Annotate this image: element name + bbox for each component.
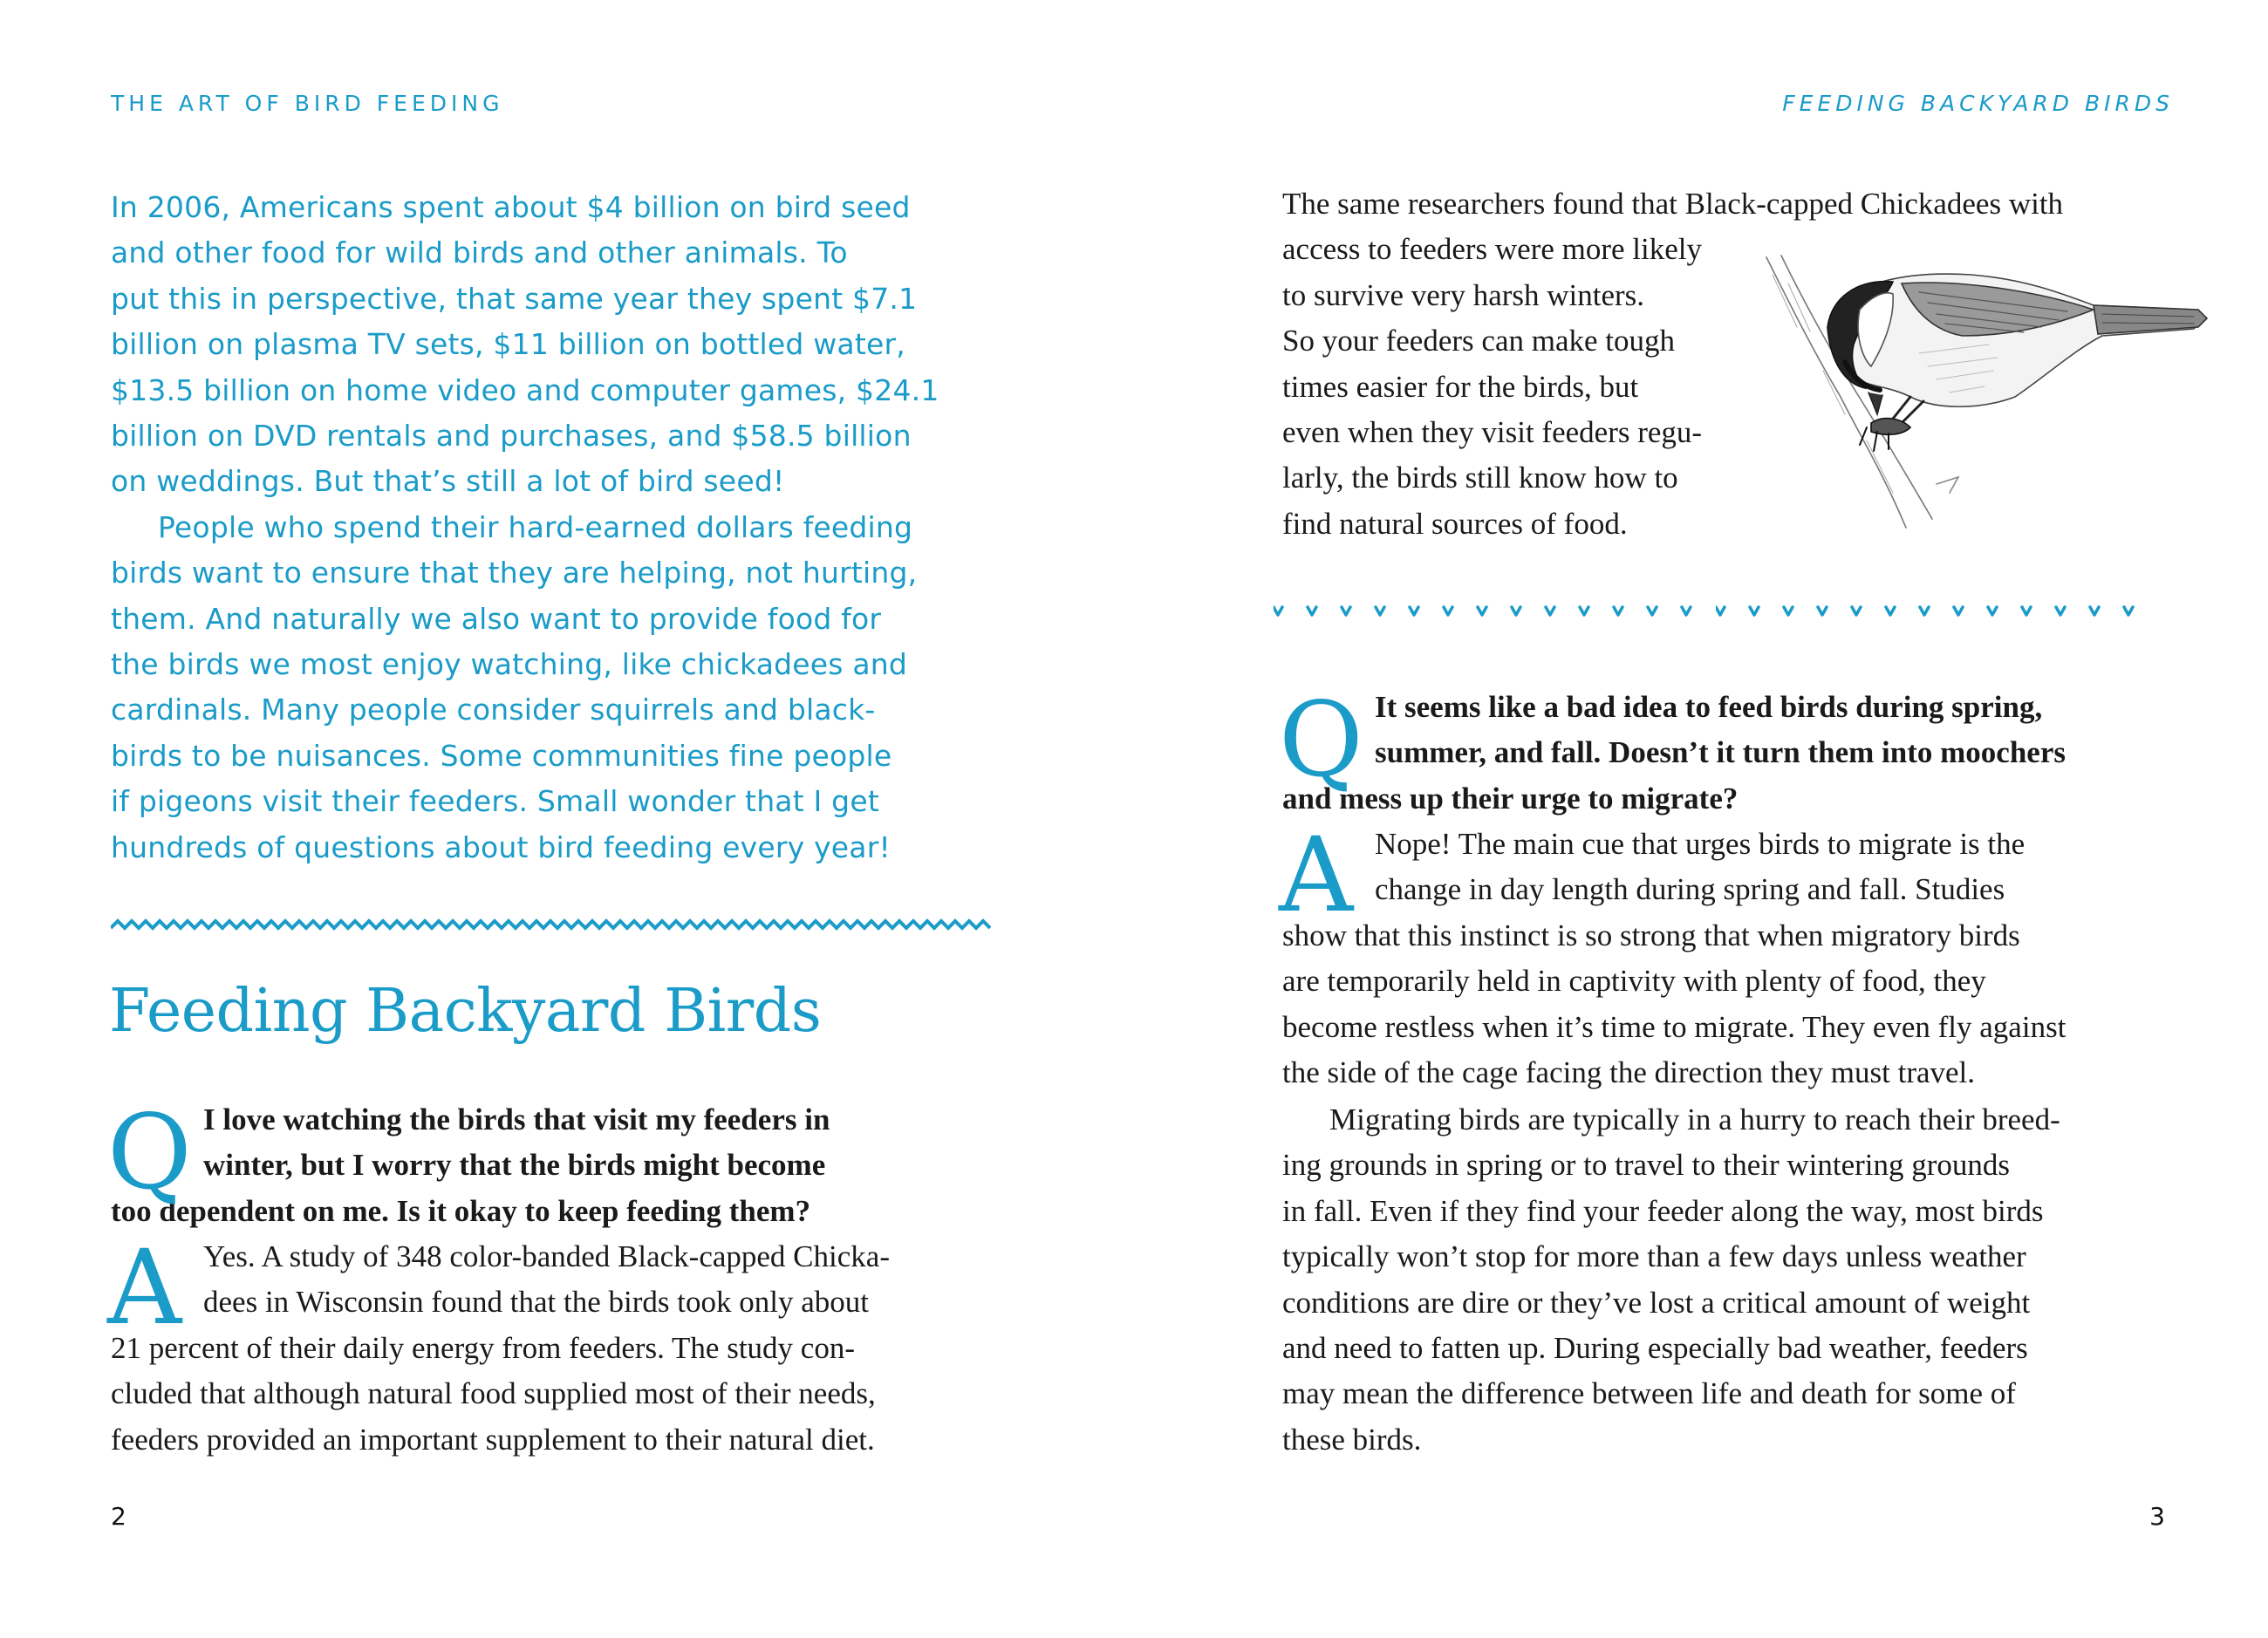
- body-line: typically won’t stop for more than a few days unless weather: [1282, 1239, 2026, 1274]
- intro-line: $13.5 billion on home video and computer games, $24.1: [111, 372, 939, 407]
- answer-line: the side of the cage facing the direction they must travel.: [1282, 1055, 1976, 1090]
- intro-line: birds want to ensure that they are helping, not hurting,: [111, 556, 918, 590]
- intro-line: if pigeons visit their feeders. Small wonder that I get: [111, 784, 879, 819]
- question-line: winter, but I worry that the birds might become: [203, 1148, 826, 1183]
- dropcap-a: A: [107, 1227, 182, 1348]
- body-line: may mean the difference between life and death for some of: [1282, 1376, 2016, 1411]
- intro-line: find natural sources of food.: [1282, 506, 1628, 541]
- intro-line: to survive very harsh winters.: [1282, 277, 1645, 312]
- intro-line: The same researchers found that Black-capped Chickadees with: [1282, 187, 2064, 221]
- intro-line: larly, the birds still know how to: [1282, 461, 1678, 495]
- answer-line: 21 percent of their daily energy from feeders. The study con-: [111, 1330, 855, 1365]
- body-line: these birds.: [1282, 1422, 1422, 1457]
- intro-line: them. And naturally we also want to provide food for: [111, 601, 882, 636]
- intro-line: cardinals. Many people consider squirrels and black-: [111, 693, 876, 727]
- body-line: conditions are dire or they’ve lost a critical amount of weight: [1282, 1285, 2031, 1320]
- intro-line: even when they visit feeders regu-: [1282, 415, 1703, 450]
- intro-line: put this in perspective, that same year they spent $7.1: [111, 281, 918, 316]
- right-page: [1134, 0, 2268, 1638]
- question-line: and mess up their urge to migrate?: [1282, 781, 1739, 816]
- answer-line: dees in Wisconsin found that the birds took only about: [203, 1285, 869, 1320]
- intro-line: times easier for the birds, but: [1282, 369, 1639, 404]
- intro-text: [111, 185, 1001, 870]
- section-heading: Feeding Backyard Birds: [109, 977, 822, 1046]
- chickadee-illustration: [1762, 249, 2233, 545]
- body-line: Migrating birds are typically in a hurry to reach their breed-: [1329, 1102, 2060, 1136]
- dropcap-a: A: [1279, 815, 1354, 935]
- intro-line: hundreds of questions about bird feeding every year!: [111, 829, 891, 864]
- answer-line: show that this instinct is so strong that when migratory birds: [1282, 918, 2020, 952]
- answer-line: change in day length during spring and fall. Studies: [1375, 872, 2005, 907]
- page-number: 2: [111, 1502, 126, 1531]
- body-line: ing grounds in spring or to travel to their wintering grounds: [1282, 1148, 2011, 1183]
- answer-block: [1279, 815, 2207, 1095]
- question-line: summer, and fall. Doesn’t it turn them into moochers: [1375, 735, 2066, 770]
- question-line: too dependent on me. Is it okay to keep feeding them?: [111, 1193, 811, 1228]
- intro-line: People who spend their hard-earned dollars feeding: [158, 509, 913, 544]
- intro-line: So your feeders can make tough: [1282, 324, 1675, 358]
- question-line: It seems like a bad idea to feed birds during spring,: [1375, 690, 2043, 724]
- answer-line: Yes. A study of 348 color-banded Black-capped Chicka-: [203, 1239, 890, 1273]
- intro-line: the birds we most enjoy watching, like chickadees and: [111, 647, 908, 682]
- answer-line: Nope! The main cue that urges birds to migrate is the: [1375, 827, 2025, 861]
- chevron-divider: [1274, 602, 1710, 623]
- zigzag-divider: [111, 916, 992, 933]
- intro-line: birds to be nuisances. Some communities fine people: [111, 738, 892, 773]
- intro-line: billion on DVD rentals and purchases, and $58.5 billion: [111, 419, 912, 454]
- page-number: 3: [2149, 1502, 2165, 1531]
- intro-line: billion on plasma TV sets, $11 billion on bottled water,: [111, 327, 905, 362]
- running-head-right: FEEDING BACKYARD BIRDS: [1782, 91, 2174, 116]
- intro-line: In 2006, Americans spent about $4 billion on bird seed: [111, 190, 911, 224]
- running-head-left: THE ART OF BIRD FEEDING: [111, 91, 504, 116]
- intro-line: and other food for wild birds and other animals. To: [111, 235, 848, 270]
- answer-line: become restless when it’s time to migrate. They even fly against: [1282, 1009, 2066, 1044]
- answer-line: feeders provided an important supplement to their natural diet.: [111, 1422, 875, 1457]
- intro-line: access to feeders were more likely: [1282, 232, 1703, 267]
- answer-block: [107, 1227, 1001, 1463]
- body-line: and need to fatten up. During especially bad weather, feeders: [1282, 1331, 2028, 1366]
- dropcap-q: Q: [107, 1092, 192, 1212]
- intro-line: on weddings. But that’s still a lot of bird seed!: [111, 464, 785, 499]
- body-paragraph: [1282, 1097, 2207, 1463]
- body-line: in fall. Even if they find your feeder along the way, most birds: [1282, 1193, 2044, 1228]
- answer-line: cluded that although natural food supplied most of their needs,: [111, 1376, 876, 1411]
- chevron-divider-continued: [1716, 602, 2152, 623]
- answer-line: are temporarily held in captivity with plenty of food, they: [1282, 964, 1986, 999]
- question-line: I love watching the birds that visit my feeders in: [203, 1102, 830, 1136]
- question-block: [107, 1092, 1001, 1234]
- question-block: [1279, 679, 2207, 822]
- dropcap-q: Q: [1279, 679, 1363, 800]
